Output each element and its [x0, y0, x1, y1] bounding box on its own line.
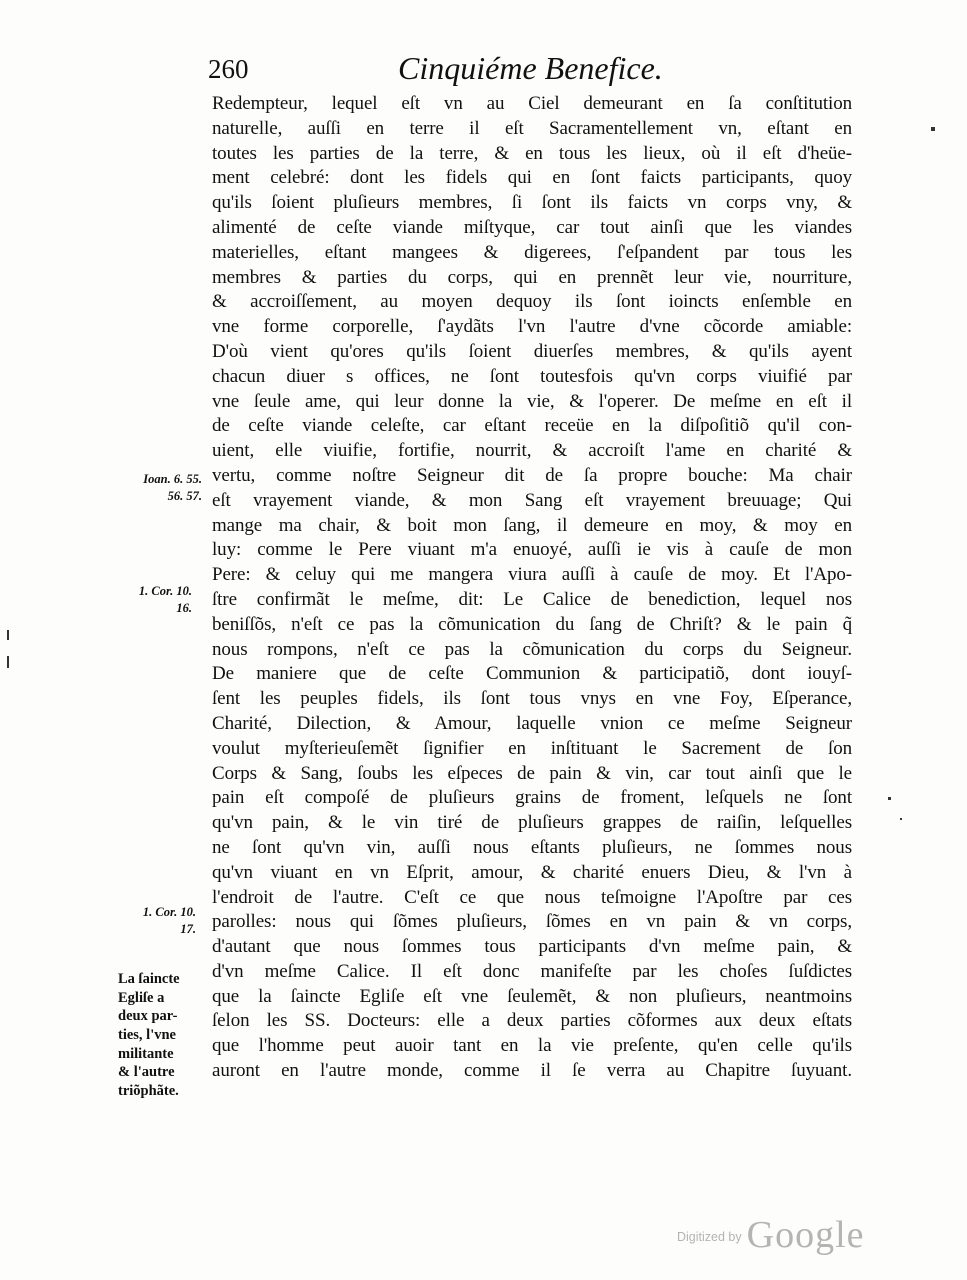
text-line: d'vn meſme Calice. Il eſt donc manifeſte par les choſes ſuſdictes — [212, 960, 852, 982]
text-line: De maniere que de ceſte Communion & participatiõ, dont iouyſ- — [212, 663, 852, 685]
margin-note-line: 1. Cor. 10. — [138, 584, 192, 598]
text-line: ſtre confirmãt le meſme, dit: Le Calice de benediction, lequel nos — [212, 588, 852, 610]
text-line: Charité, Dilection, & Amour, laquelle vnion ce meſme Seigneur — [212, 712, 852, 734]
margin-note-line: deux par- — [118, 1008, 178, 1025]
text-line: naturelle, auſſi en terre il eſt Sacramentellement vn, eſtant en — [212, 117, 852, 139]
text-line: que la ſaincte Egliſe eſt vne ſeulemẽt, & non pluſieurs, neantmoins — [212, 985, 852, 1007]
margin-note-line: 17. — [180, 922, 196, 936]
text-line: de ceſte viande celeſte, car eſtant receüe en la diſpoſitiõ qu'il con- — [212, 415, 852, 437]
watermark-caption: Digitized by — [677, 1230, 742, 1244]
text-line: qu'vn pain, & le vin tiré de pluſieurs grappes de raiſin, leſquelles — [212, 812, 852, 834]
text-line: ment celebré: dont les fidels qui en ſont faicts participants, quoy — [212, 167, 852, 189]
margin-note-line: La ſaincte — [118, 971, 180, 987]
text-line: alimenté de ceſte viande miſtyque, car tout ainſi que les viandes — [212, 216, 852, 238]
text-line: & accroiſſement, au moyen dequoy ils ſont ioincts enſemble en — [212, 291, 852, 313]
running-header — [208, 50, 848, 90]
text-line: vne forme corporelle, ſ'aydãts l'vn l'autre d'vne cõcorde amiable: — [212, 316, 852, 338]
text-line: qu'ils ſoient pluſieurs membres, ſi ſont ils faicts vn corps vny, & — [212, 192, 852, 214]
margin-note-line: ties, l'vne — [118, 1027, 176, 1044]
text-line: vne ſeule ame, qui leur donne la vie, & l'operer. De meſme en eſt il — [212, 390, 852, 412]
digitized-by-google-watermark — [677, 1213, 865, 1257]
margin-note-line: Egliſe a — [118, 989, 165, 1006]
scan-speck — [931, 127, 935, 131]
text-line: parolles: nous qui ſõmes pluſieurs, ſõmes en vn pain & vn corps, — [212, 911, 852, 933]
margin-note-line: Ioan. 6. 55. — [143, 472, 202, 486]
text-line: ſelon les SS. Docteurs: elle a deux parties cõformes aux deux eſtats — [212, 1010, 852, 1032]
running-title: Cinquiéme Benefice. — [398, 50, 663, 86]
margin-note-line: & l'autre — [118, 1064, 175, 1081]
margin-note-eglise — [118, 970, 200, 1101]
scan-speck — [888, 797, 891, 800]
text-line: beniſſõs, n'eſt ce pas la cõmunication du ſang de Chriſt? & le pain q̃ — [212, 613, 852, 635]
margin-note-line: triõphãte. — [118, 1083, 179, 1100]
text-line: qu'vn viuant en vn Eſprit, amour, & charité enuers Dieu, & l'vn à — [212, 861, 852, 883]
text-line: nous rompons, n'eſt ce pas la cõmunication du corps du Seigneur. — [212, 638, 852, 660]
text-line: pain eſt compoſé de pluſieurs grains de froment, leſquels ne ſont — [212, 787, 852, 809]
text-line: Pere: & celuy qui me mangera viura auſſi à cauſe de moy. Et l'Apo- — [212, 564, 852, 586]
text-line: ſent les peuples fidels, ils ſont tous vnys en vne Foy, Eſperance, — [212, 688, 852, 710]
text-line: d'autant que nous ſommes tous participants d'vn meſme pain, & — [212, 936, 852, 958]
text-line: uient, elle viuifie, fortifie, nourrit, & accroiſt l'ame en charité & — [212, 440, 852, 462]
text-line: ne ſont qu'vn vin, auſſi nous eſtants pluſieurs, ne ſommes nous — [212, 836, 852, 858]
text-line: membres & parties du corps, qui en prennẽt leur vie, nourriture, — [212, 266, 852, 288]
text-line: toutes les parties de la terre, & en tous les lieux, où il eſt d'heüe- — [212, 142, 852, 164]
scan-speck — [7, 656, 9, 668]
text-line: eſt vrayement viande, & mon Sang eſt vrayement breuuage; Qui — [212, 489, 852, 511]
text-line: chacun diuer s offices, ne ſont toutesfois qu'vn corps viuifié par — [212, 365, 852, 387]
text-line: auront en l'autre monde, comme il ſe verra au Chapitre ſuyuant. — [212, 1060, 852, 1082]
text-line: Redempteur, lequel eſt vn au Ciel demeurant en ſa conſtitution — [212, 93, 852, 114]
text-line: luy: comme le Pere viuant m'a enuoyé, auſſi ie vis à cauſe de mon — [212, 539, 852, 561]
margin-note-line: militante — [118, 1045, 174, 1062]
text-line: vertu, comme noſtre Seigneur dit de ſa propre bouche: Ma chair — [212, 464, 852, 486]
text-line: mange ma chair, & boit mon ſang, il demeure en moy, & moy en — [212, 514, 852, 536]
page-number: 260 — [208, 54, 249, 84]
scan-speck — [900, 818, 902, 820]
scan-speck — [7, 630, 9, 640]
text-line: materielles, eſtant mangees & digerees, ſ'eſpandent par tous les — [212, 241, 852, 263]
text-line: D'où vient qu'ores qu'ils ſoient diuerſes membres, & qu'ils ayent — [212, 340, 852, 362]
google-logo: Google — [746, 1214, 865, 1256]
body-text — [212, 92, 852, 1084]
margin-note-cor-17 — [112, 904, 196, 938]
text-line: que l'homme peut auoir tant en la vie preſente, qu'en celle qu'ils — [212, 1035, 852, 1057]
margin-note-line: 56. 57. — [167, 489, 202, 503]
text-line: Corps & Sang, ſoubs les eſpeces de pain & vin, car tout ainſi que le — [212, 762, 852, 784]
margin-note-line: 16. — [176, 601, 192, 615]
text-line: voulut myſterieuſemẽt ſignifier en inſtituant le Sacrement de ſon — [212, 737, 852, 759]
margin-note-line: 1. Cor. 10. — [142, 905, 196, 919]
margin-note-cor-16 — [112, 583, 192, 617]
text-line: l'endroit de l'autre. C'eſt ce que nous teſmoigne l'Apoſtre par ces — [212, 886, 852, 908]
margin-note-ioan — [112, 471, 202, 505]
